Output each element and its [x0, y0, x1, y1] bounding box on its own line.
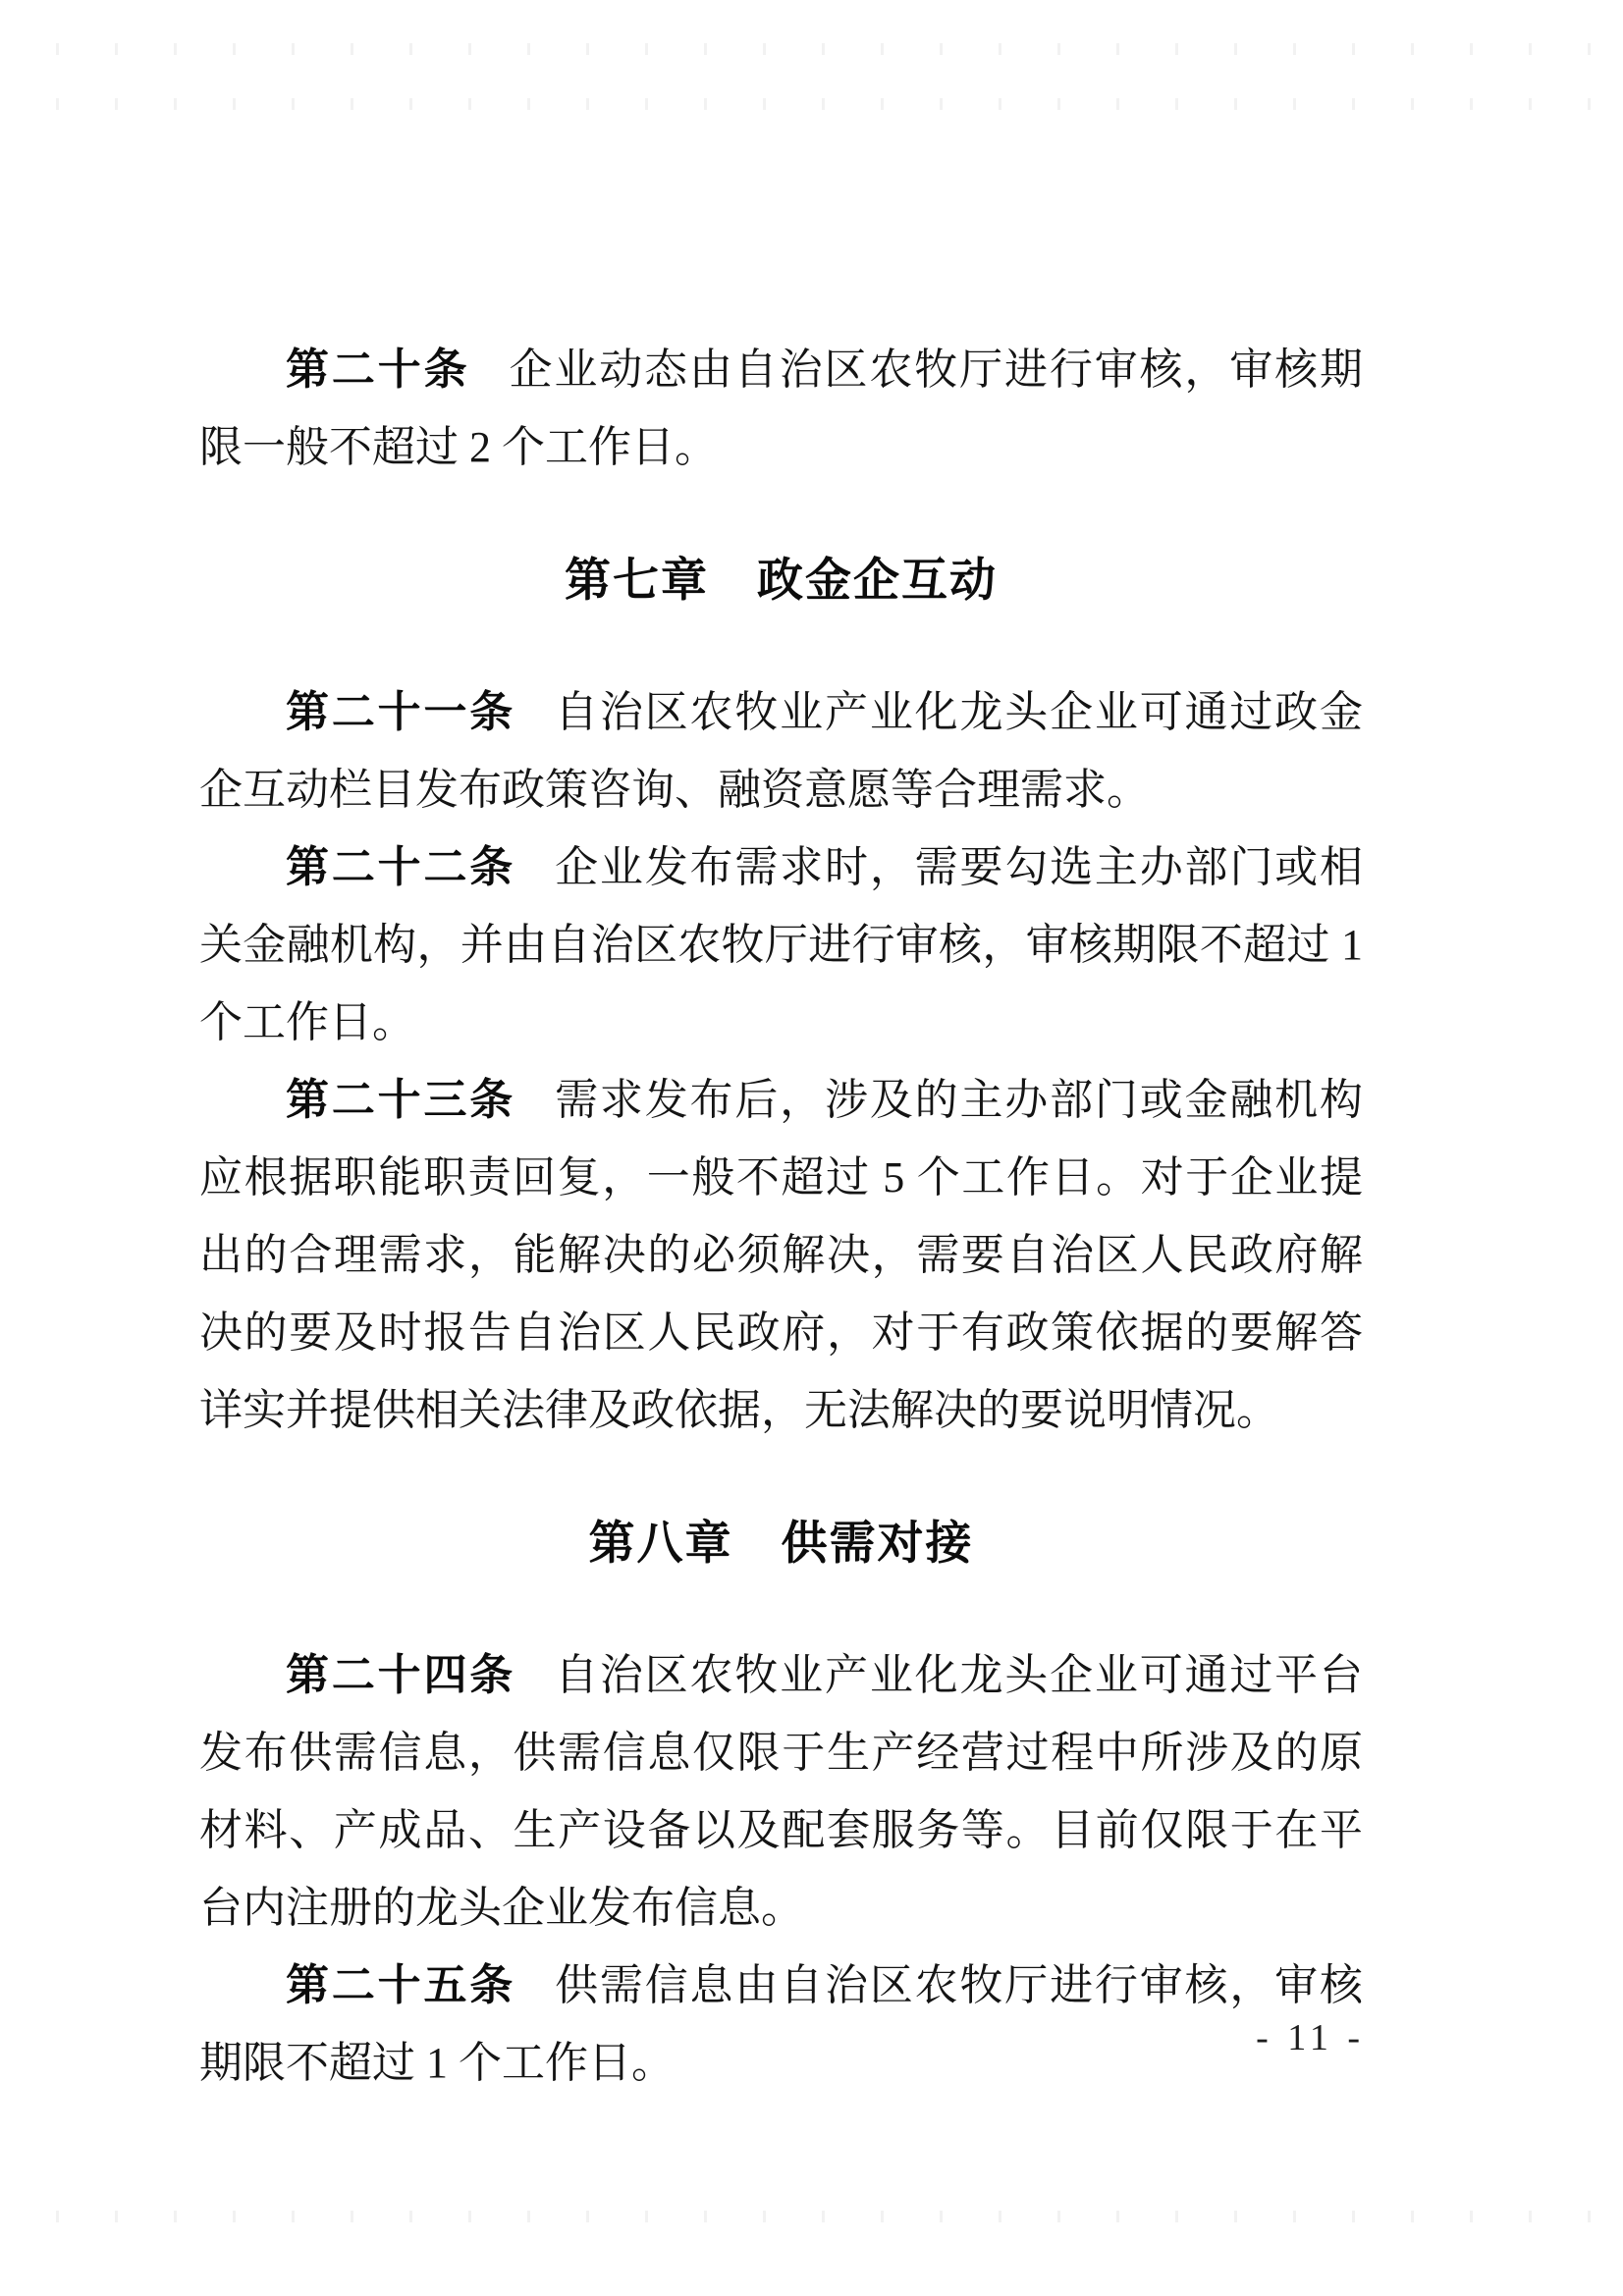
- scan-artifact-row: [0, 98, 1623, 110]
- document-body: [199, 331, 1363, 2102]
- chapter-heading: 第七章 政金企互动: [565, 554, 998, 606]
- article-paragraph: [199, 1061, 1363, 1449]
- page-number: - 11 -: [1256, 2017, 1365, 2058]
- scan-artifact-row: [0, 43, 1623, 55]
- article-paragraph: [199, 828, 1363, 1061]
- article-paragraph: [199, 673, 1363, 828]
- article-number: 第二十三条: [286, 1076, 516, 1124]
- article-number: 第二十条: [286, 346, 470, 394]
- article-paragraph: [199, 1947, 1363, 2102]
- chapter-heading: 第八章 供需对接: [588, 1517, 974, 1569]
- scan-artifact-row: [0, 2211, 1623, 2222]
- article-number: 第二十二条: [286, 843, 516, 891]
- article-paragraph: [199, 1636, 1363, 1947]
- article-paragraph: [199, 331, 1363, 486]
- article-number: 第二十一条: [286, 688, 516, 736]
- article-text: 供需信息由自治区农牧厅进行审核，审核期限不超过 1 个工作日。: [199, 1961, 1364, 2087]
- article-text: 自治区农牧业产业化龙头企业可通过平台发布供需信息，供需信息仅限于生产经营过程中所涉及的原材料、产成品、生产设备以及配套服务等。目前仅限于在平台内注册的龙头企业发布信息。: [199, 1651, 1364, 1932]
- article-text: 需求发布后，涉及的主办部门或金融机构应根据职能职责回复，一般不超过 5 个工作日。对于企业提出的合理需求，能解决的必须解决，需要自治区人民政府解决的要及时报告自治区人民政府，对于有政策依据的要解答详实并提供相关法律及政依据，无法解决的要说明情况。: [199, 1076, 1364, 1434]
- article-text: 企业发布需求时，需要勾选主办部门或相关金融机构，并由自治区农牧厅进行审核，审核期限不超过 1 个工作日。: [199, 843, 1364, 1046]
- article-text: 自治区农牧业产业化龙头企业可通过政金企互动栏目发布政策咨询、融资意愿等合理需求。: [199, 688, 1364, 814]
- article-number: 第二十四条: [286, 1651, 516, 1699]
- article-number: 第二十五条: [286, 1961, 516, 2009]
- article-text: 企业动态由自治区农牧厅进行审核，审核期限一般不超过 2 个工作日。: [199, 346, 1364, 471]
